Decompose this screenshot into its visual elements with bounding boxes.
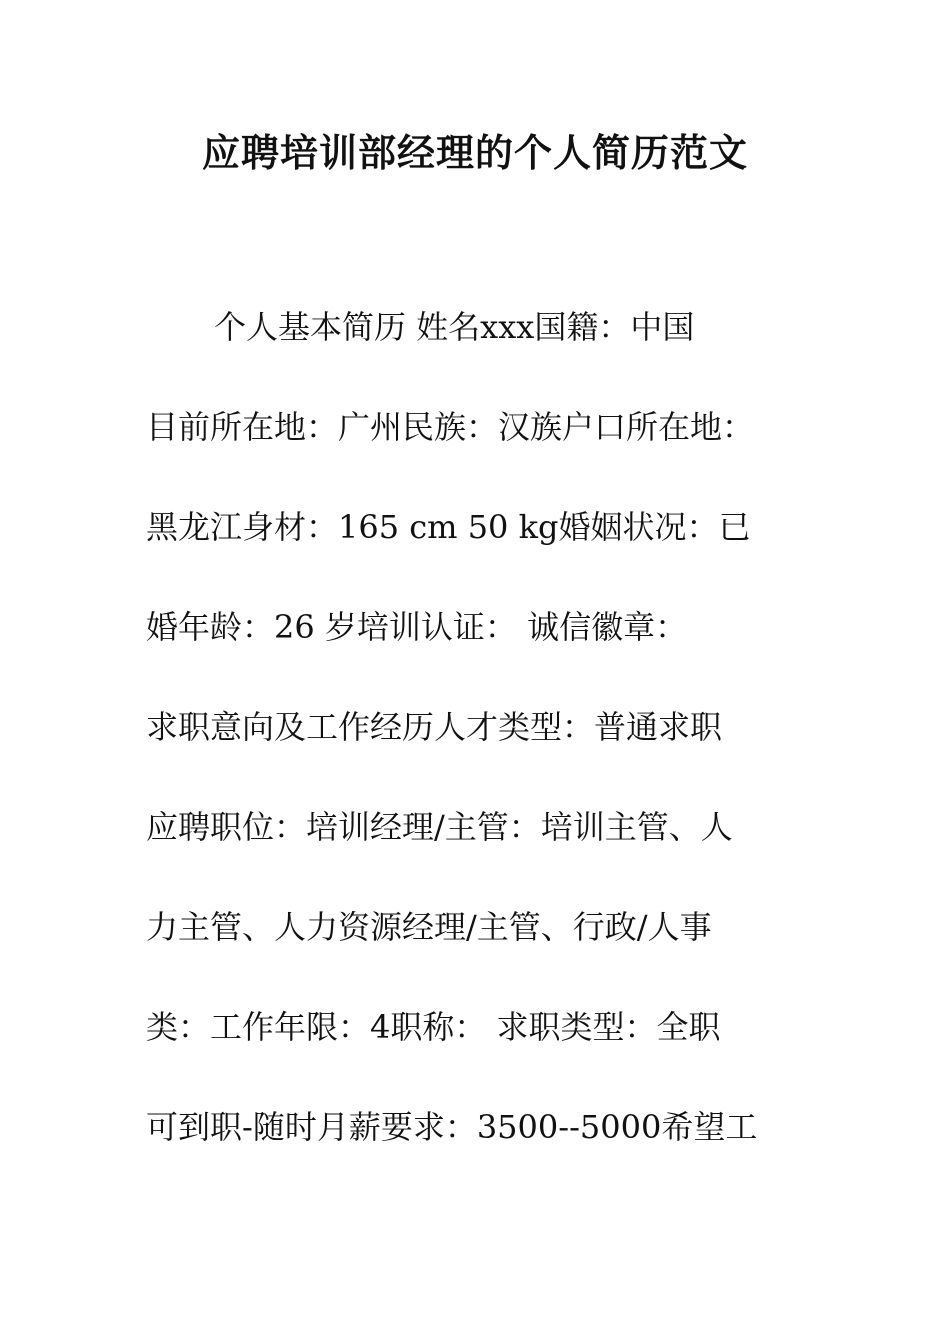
document-title: 应聘培训部经理的个人简历范文 [201,130,748,175]
body-line-9: 可到职-随时月薪要求：3500--5000希望工 [146,1108,758,1146]
body-line-7: 力主管、人力资源经理/主管、行政/人事 [146,908,712,946]
body-line-8: 类：工作年限：4职称： 求职类型：全职 [146,1008,721,1046]
body-line-4: 婚年龄：26 岁培训认证： 诚信徽章： [146,608,688,646]
body-line-5: 求职意向及工作经历人才类型：普通求职 [146,708,723,746]
body-line-1: 个人基本简历 姓名xxx国籍：中国 [214,308,695,346]
body-line-6: 应聘职位：培训经理/主管：培训主管、人 [146,808,733,846]
body-line-3: 黑龙江身材：165 cm 50 kg婚姻状况：已 [146,508,751,546]
body-line-2: 目前所在地：广州民族：汉族户口所在地： [146,408,755,446]
